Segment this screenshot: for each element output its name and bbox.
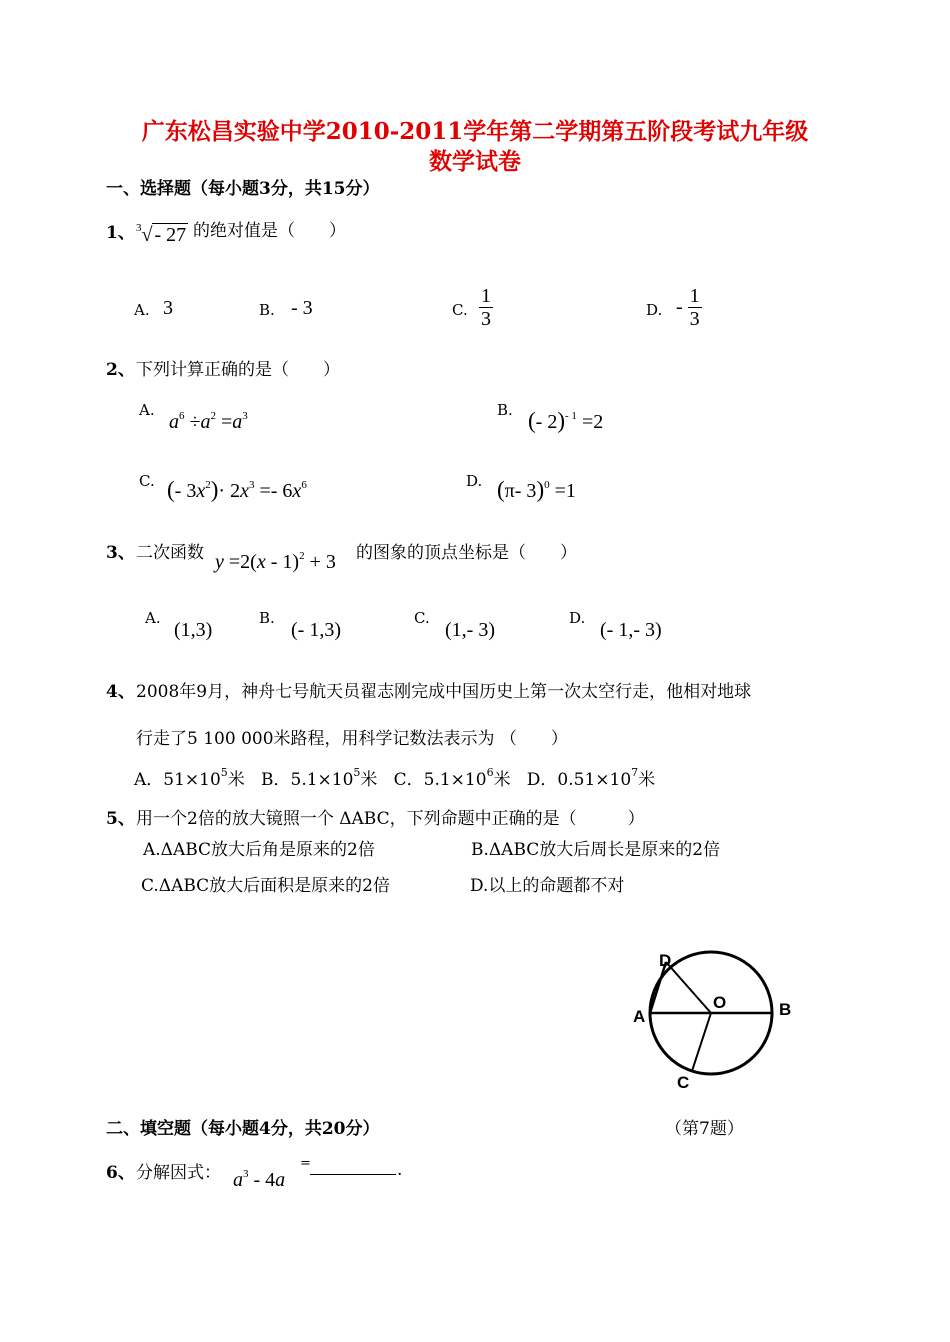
question-stem-post: 的图象的顶点坐标是（ ） [356,543,577,563]
option-b: B.ΔABC放大后周长是原来的2倍 [471,840,721,860]
quadratic-function: y =2(x - 1)$^2$ + 3 [215,550,336,573]
question-number: 5、 [106,809,135,829]
option-value: (1,- 3) [445,619,495,641]
option-c-expression: (- $3x^2)\cdot 2x^3 =- 6x^6$ [167,477,307,502]
unit: 米 [360,770,378,790]
option-value: (- 1,- 3) [600,619,662,641]
option-label: A. [145,609,161,627]
fraction-neg-one-third [676,285,702,330]
exponent: 7 [631,766,639,779]
question-4-options [134,765,655,790]
question-stem-pre: 二次函数 [136,543,204,563]
option-value: - 3 [291,297,313,319]
option-a-expression: $a^6 \div a^2 =a^3$ [169,410,248,433]
point-label-o: O [713,993,727,1012]
option-label: B. [259,301,275,319]
unit: 米 [493,770,511,790]
figure-caption: （第7题） [665,1119,744,1139]
question-number: 2、 [106,360,135,380]
option-label: D. [646,301,663,319]
numerator: 1 [481,285,491,307]
option-label: D. [569,609,586,627]
option-value: (1,3) [174,619,213,641]
question-1 [106,218,135,243]
option-c: C.ΔABC放大后面积是原来的2倍 [141,876,390,896]
exam-title-line1: 广东松昌实验中学2010-2011学年第二学期第五阶段考试九年级 [141,118,809,145]
section-heading-choice: 一、选择题（每小题3分，共15分） [106,179,380,199]
equals-sign: = [300,1156,311,1171]
question-stem: 用一个2倍的放大镜照一个 ΔABC，下列命题中正确的是（ ） [136,809,645,829]
option-a: A.ΔABC放大后角是原来的2倍 [143,840,375,860]
point-label-b: B [779,1000,792,1019]
circle-figure [620,940,800,1100]
option-d: D．0.51×10 [526,770,632,790]
question-number: 3、 [106,543,135,563]
question-number: 6、 [106,1163,135,1183]
point-label-a: A [633,1007,646,1026]
option-d: D.以上的命题都不对 [470,876,625,896]
radius-oc [692,1013,711,1071]
unit: 米 [227,770,245,790]
point-label-c: C [677,1073,690,1092]
numerator: 1 [689,285,700,307]
radicand: - 27 [154,224,187,246]
unit: 米 [638,770,656,790]
point-label-d: D [659,951,672,970]
option-label: A. [139,401,155,419]
question-number: 1、 [106,223,135,243]
option-label: C. [139,472,155,490]
denominator: 3 [689,308,700,330]
option-label: A. [134,301,150,319]
exponent: 5 [353,766,361,779]
denominator: 3 [481,308,491,330]
option-label: C. [414,609,430,627]
factor-expression: $a^3 - 4a$ [233,1168,286,1191]
exam-title-line2: 数学试卷 [429,148,521,175]
option-label: B. [259,609,275,627]
section-heading-fill-in: 二、填空题（每小题4分，共20分） [106,1119,380,1139]
option-a: A．51×10 [134,770,221,790]
option-value: 3 [163,297,173,319]
radical-expression: $^3$√ - 27 [136,222,187,246]
radical-index: 3 [136,222,142,234]
answer-blank [310,1174,396,1175]
question-line: 2008年9月，神舟七号航天员翟志刚完成中国历史上第一次太空行走，他相对地球 [136,682,752,702]
option-d-expression: (π- 3)$^0$ =1 [497,477,576,502]
question-line: 行走了5 100 000米路程，用科学记数法表示为 （ ） [136,729,568,749]
exponent: 6 [486,766,494,779]
option-value: (- 1,3) [291,619,341,641]
option-c: C．5.1×10 [393,770,487,790]
question-number: 4、 [106,682,135,702]
question-stem: 的绝对值是（ ） [193,221,346,241]
period: . [397,1160,403,1180]
fraction-one-third [479,285,493,330]
option-label: B. [497,401,513,419]
question-stem: 下列计算正确的是（ ） [136,360,340,380]
option-b: B．5.1×10 [261,770,354,790]
minus-sign: - [676,296,683,318]
question-stem: 分解因式： [136,1163,221,1183]
chord-do [666,962,711,1013]
option-label: C. [452,301,468,319]
exponent: 5 [220,766,228,779]
option-label: D. [466,472,483,490]
option-b-expression: (- 2)$^{- 1}$ =2 [528,408,604,433]
